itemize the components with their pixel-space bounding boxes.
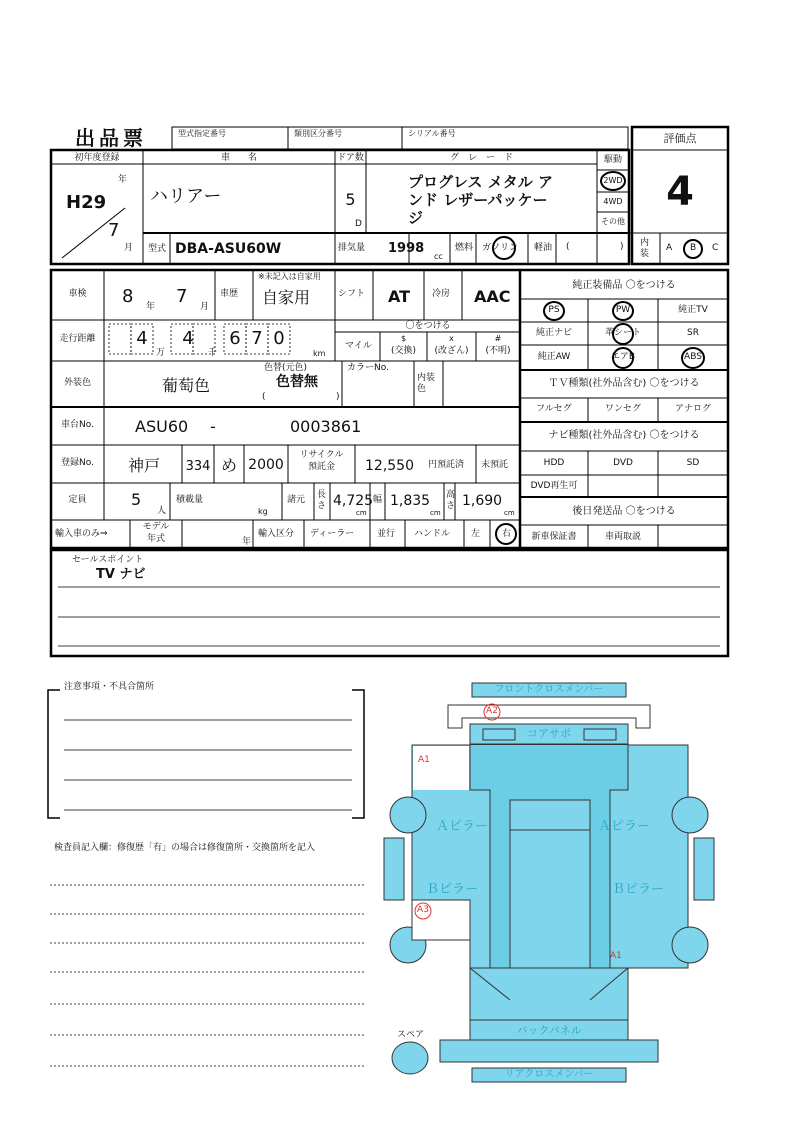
handle-label: ハンドル xyxy=(414,529,451,539)
repaint-label: 色替(元色) xyxy=(264,363,308,373)
mileage-man: 万 xyxy=(156,348,166,358)
a-pillar-left-label[interactable]: Ａピラー xyxy=(436,819,489,834)
recycle-label1: リサイクル xyxy=(299,450,344,460)
shift-label: シフト xyxy=(338,289,366,299)
equip-navi[interactable]: 純正ナビ xyxy=(535,328,572,338)
equip-seat[interactable]: 革シート xyxy=(604,328,641,338)
fuel-label: 燃料 xyxy=(455,243,474,253)
registration-label: 登録No. xyxy=(61,458,94,468)
serial-label: シリアル番号 xyxy=(408,129,456,138)
nav-dvd-play[interactable]: DVD再生可 xyxy=(530,481,578,491)
rear-bumper-shape xyxy=(440,1040,658,1062)
rear-cross-label[interactable]: リアクロスメンバー xyxy=(504,1069,594,1080)
displacement-unit: cc xyxy=(434,252,443,261)
chassis-prefix: ASU60 xyxy=(135,417,189,436)
car-name-value: ハリアー xyxy=(150,186,222,207)
import-parallel[interactable]: 並行 xyxy=(377,529,396,539)
dims-label: 諸元 xyxy=(287,495,306,505)
equip-aw[interactable]: 純正AW xyxy=(537,352,571,362)
recycle-label2: 預託金 xyxy=(307,462,335,472)
interior-color-label: 内装色 xyxy=(417,373,436,394)
shift-value: AT xyxy=(388,287,411,306)
capacity-unit: 人 xyxy=(157,506,167,516)
inspector-label: 検査員記入欄：修復歴「有」の場合は修復箇所・交換箇所を記入 xyxy=(54,843,316,853)
chassis-number: 0003861 xyxy=(290,417,362,436)
doors-unit: D xyxy=(355,219,362,229)
equip-abs[interactable]: ABS xyxy=(684,352,702,362)
sales-value: TV ナビ xyxy=(96,567,146,582)
b-pillar-right-label[interactable]: Ｂピラー xyxy=(612,882,665,897)
registration-number: 2000 xyxy=(248,457,284,473)
mileage-d4: 7 xyxy=(251,328,263,349)
mileage-circle-note: 〇をつける xyxy=(405,321,451,331)
recycle-unit: 円預託済 xyxy=(428,460,465,470)
mark-a1-top: A1 xyxy=(418,755,430,765)
tv-fullseg[interactable]: フルセグ xyxy=(536,404,572,414)
rear-right-wheel xyxy=(672,927,708,963)
right-side-rail xyxy=(694,838,714,900)
ac-value: AAC xyxy=(474,287,511,306)
interior-label: 内装 xyxy=(640,238,650,259)
tv-type-title: ＴＶ種類(社外品含む) 〇をつける xyxy=(548,378,700,389)
interior-c[interactable]: C xyxy=(712,243,719,253)
model-year-unit: 年 xyxy=(242,537,252,547)
model-year-label1: モデル xyxy=(142,522,170,532)
dims-wid: 1,835 xyxy=(390,493,431,509)
color-no-label: カラーNo. xyxy=(347,363,389,373)
registration-class: 334 xyxy=(185,459,211,474)
fuel-gasoline[interactable]: ガソリン xyxy=(482,243,519,253)
mileage-exchange-sym: $ xyxy=(400,334,407,343)
interior-b[interactable]: B xyxy=(690,243,697,253)
recycle-status[interactable]: 未預託 xyxy=(481,460,509,470)
inspection-label: 車検 xyxy=(68,289,87,299)
first-reg-era: H29 xyxy=(66,192,107,213)
displacement-label: 排気量 xyxy=(338,243,366,253)
cabin-shape xyxy=(510,830,590,968)
drive-label: 駆動 xyxy=(603,155,622,165)
first-reg-month: 7 xyxy=(108,220,120,241)
equip-sr[interactable]: SR xyxy=(687,328,699,338)
import-label: 輸入車のみ⇒ xyxy=(55,529,108,539)
car-name-label: 車 名 xyxy=(220,153,257,163)
ac-label: 冷房 xyxy=(432,289,451,299)
repaint-paren-close: ) xyxy=(336,392,340,402)
color-label: 外装色 xyxy=(63,378,91,388)
grade-line1: プログレス メタル ア xyxy=(408,173,553,191)
mileage-label: 走行距離 xyxy=(59,334,96,344)
front-cross-label[interactable]: フロントクロスメンバー xyxy=(494,684,604,695)
equip-tv[interactable]: 純正TV xyxy=(678,305,708,315)
score-value: 4 xyxy=(666,169,694,215)
rear-floor-shape xyxy=(470,968,628,1020)
core-support-label[interactable]: コアサポ xyxy=(527,727,571,740)
dims-len-label: 長さ xyxy=(317,490,327,511)
registration-area: 神戸 xyxy=(128,456,161,475)
model-year-label2: 年式 xyxy=(146,534,165,544)
mileage-d1: 4 xyxy=(136,328,148,349)
inspection-year: 8 xyxy=(122,286,134,307)
history-value: 自家用 xyxy=(262,288,311,307)
mileage-d5: 0 xyxy=(273,328,285,349)
later-manual[interactable]: 車両取説 xyxy=(604,532,641,542)
interior-a[interactable]: A xyxy=(666,243,673,253)
tv-analog[interactable]: アナログ xyxy=(674,404,711,414)
left-side-rail xyxy=(384,838,404,900)
dims-hei-unit: cm xyxy=(504,509,515,517)
nav-type-title: ナビ種類(社外品含む) 〇をつける xyxy=(548,430,700,441)
equip-title: 純正装備品 〇をつける xyxy=(572,280,676,291)
handle-left[interactable]: 左 xyxy=(471,529,481,539)
nav-hdd[interactable]: HDD xyxy=(543,458,565,468)
equip-airbag[interactable]: エアB xyxy=(610,352,636,362)
first-reg-year-unit: 年 xyxy=(118,175,128,185)
later-warranty[interactable]: 新車保証書 xyxy=(531,532,577,542)
spare-label: スペア xyxy=(397,1030,425,1040)
grade-line3: ジ xyxy=(408,209,424,227)
mileage-d3: 6 xyxy=(229,328,241,349)
mileage-unknown-sym: # xyxy=(494,334,502,343)
fuel-diesel[interactable]: 軽油 xyxy=(534,243,553,253)
notes-label: 注意事項・不具合箇所 xyxy=(64,682,155,692)
katashiki-label: 型式指定番号 xyxy=(178,129,226,138)
front-right-wheel xyxy=(672,797,708,833)
displacement-value: 1998 xyxy=(388,241,425,256)
registration-kana: め xyxy=(220,456,237,475)
first-reg-month-unit: 月 xyxy=(124,243,134,253)
inspection-month-unit: 月 xyxy=(200,302,210,312)
first-reg-label: 初年度登録 xyxy=(74,153,120,163)
dims-len: 4,725 xyxy=(333,493,374,509)
mileage-km: km xyxy=(313,349,326,358)
equip-pw[interactable]: PW xyxy=(615,305,631,315)
recycle-value: 12,550 xyxy=(365,458,414,474)
import-dealer[interactable]: ディーラー xyxy=(310,529,355,539)
model-label: 型式 xyxy=(148,244,167,254)
mileage-sen: 千 xyxy=(208,348,218,358)
drive-4wd[interactable]: 4WD xyxy=(603,197,623,206)
ruibetsu-label: 類別区分番号 xyxy=(294,129,342,138)
model-value: DBA-ASU60W xyxy=(175,241,282,257)
dims-hei: 1,690 xyxy=(462,493,503,509)
mark-a3: A3 xyxy=(417,905,429,915)
import-class-label: 輸入区分 xyxy=(258,529,295,539)
history-note: ※未記入は自家用 xyxy=(258,272,321,281)
load-unit: kg xyxy=(258,507,268,516)
fuel-paren-open: ( xyxy=(566,242,570,252)
drive-other[interactable]: その他 xyxy=(601,217,625,226)
mileage-unknown[interactable]: (不明) xyxy=(485,346,511,356)
mileage-tamper-sym: x xyxy=(449,334,454,343)
mileage-tamper[interactable]: (改ざん) xyxy=(434,346,469,356)
mileage-mile[interactable]: マイル xyxy=(345,341,372,351)
spare-tire-shape xyxy=(392,1042,428,1074)
tv-oneseg[interactable]: ワンセグ xyxy=(604,404,641,414)
nav-sd[interactable]: SD xyxy=(686,458,700,468)
fuel-paren-close: ) xyxy=(620,242,624,252)
form-title: 出品票 xyxy=(75,126,147,150)
capacity-value: 5 xyxy=(131,490,142,509)
equip-ps[interactable]: PS xyxy=(548,305,560,315)
dims-len-unit: cm xyxy=(356,509,367,517)
mark-a2: A2 xyxy=(486,706,498,716)
load-label: 積載量 xyxy=(176,495,204,505)
sales-label: セールスポイント xyxy=(72,555,144,565)
back-panel-label[interactable]: バックパネル xyxy=(516,1024,582,1037)
later-title: 後日発送品 〇をつける xyxy=(572,506,676,517)
dims-wid-unit: cm xyxy=(430,509,441,517)
nav-dvd[interactable]: DVD xyxy=(613,458,633,468)
b-pillar-left-label[interactable]: Ｂピラー xyxy=(426,882,479,897)
inspection-month: 7 xyxy=(176,286,188,307)
dims-wid-label: 幅 xyxy=(373,495,383,505)
mileage-d2: 4 xyxy=(182,328,194,349)
inspection-year-unit: 年 xyxy=(146,302,156,312)
handle-right[interactable]: 右 xyxy=(502,529,512,539)
mark-a1-bottom: A1 xyxy=(610,951,622,961)
repaint-paren-open: ( xyxy=(262,392,266,402)
doors-label: ドア数 xyxy=(337,153,364,163)
front-left-wheel xyxy=(390,797,426,833)
chassis-label: 車台No. xyxy=(61,420,94,430)
history-label: 車歴 xyxy=(220,289,239,299)
capacity-label: 定員 xyxy=(68,495,87,505)
grade-line2: ンド レザーパッケー xyxy=(408,191,548,209)
repaint-value: 色替無 xyxy=(276,374,318,390)
score-label: 評価点 xyxy=(663,132,697,145)
drive-2wd[interactable]: 2WD xyxy=(603,176,623,185)
chassis-dash: - xyxy=(210,417,216,436)
color-value: 葡萄色 xyxy=(162,376,211,395)
doors-value: 5 xyxy=(345,190,356,209)
mileage-exchange[interactable]: (交換) xyxy=(390,346,417,356)
dims-hei-label: 高さ xyxy=(446,490,456,511)
a-pillar-right-label[interactable]: Ａピラー xyxy=(598,819,651,834)
grade-label: グ レ ー ド xyxy=(449,153,513,163)
